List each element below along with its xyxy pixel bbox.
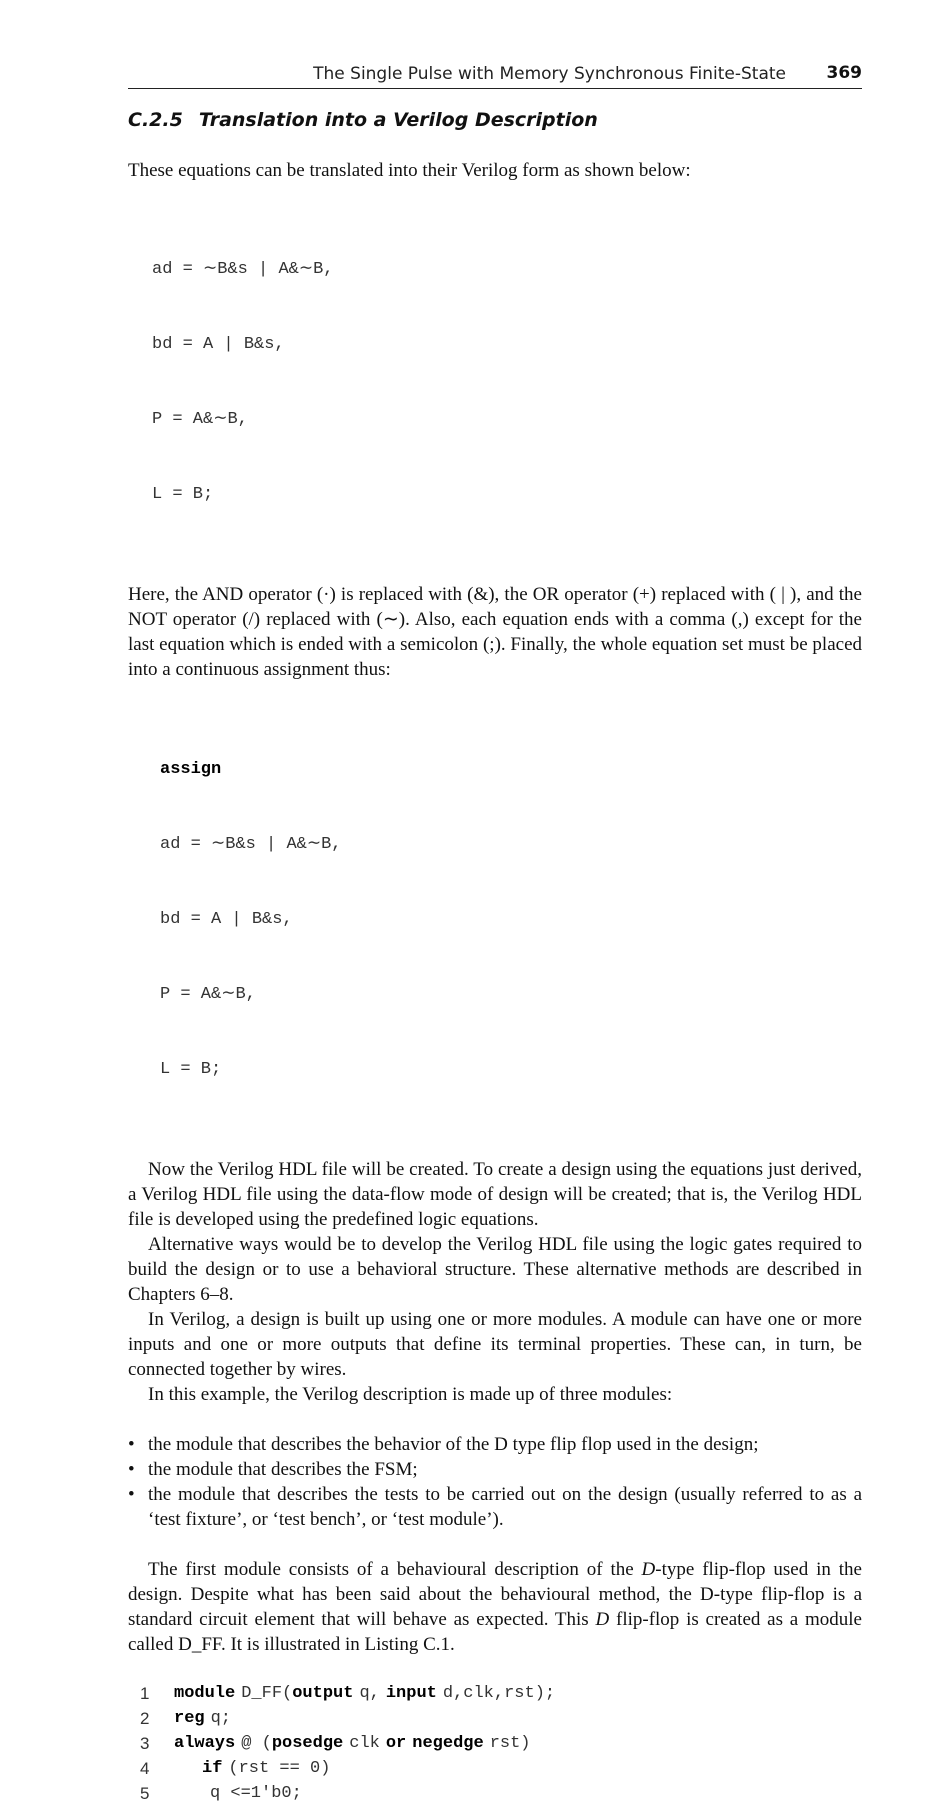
equation-line: ad = ∼B&s | A&∼B,	[152, 260, 334, 279]
body-paragraph: Alternative ways would be to develop the Verilog HDL file using the logic gates required to build the design or to use a behavioral structure. These alternative methods are described in Chapters 6–8.	[128, 1234, 862, 1305]
list-item: • the module that describes the FSM;	[128, 1459, 418, 1480]
section-title: Translation into a Verilog Description	[198, 109, 598, 131]
equation-line: L = B;	[152, 485, 214, 504]
section-heading	[128, 109, 862, 131]
bullet-icon: •	[128, 1459, 135, 1480]
list-item: • the module that describes the behavior of the D type flip flop used in the design;	[128, 1434, 759, 1455]
assign-keyword: assign	[160, 760, 222, 779]
code-listing	[128, 1681, 862, 1806]
page	[128, 60, 862, 1806]
bullet-icon: •	[128, 1484, 135, 1505]
body-paragraph: In this example, the Verilog description is made up of three modules:	[148, 1384, 673, 1405]
intro-paragraph: These equations can be translated into their Verilog form as shown below:	[128, 160, 691, 181]
module-list	[128, 1432, 862, 1532]
code-line: 2 reg q;	[128, 1706, 862, 1731]
dff-paragraph: The first module consists of a behavioural description of the D-type flip-flop used in the design. Despite what has been said about the behavioural method, the D-type flip-flop is a standard circuit element that will behave as expected. This D flip-flop is created as a module called D_FF. It is illustrated in Listing C.1.	[128, 1559, 862, 1655]
running-title: The Single Pulse with Memory Synchronous Finite-State	[313, 64, 786, 84]
assign-block	[160, 707, 862, 1132]
bullet-icon: •	[128, 1434, 135, 1455]
body-paragraph: Now the Verilog HDL file will be created. To create a design using the equations just derived, a Verilog HDL file using the data-flow mode of design will be created; that is, the Verilog HDL file is developed using the predefined logic equations.	[128, 1159, 862, 1230]
assign-line: L = B;	[160, 1060, 222, 1079]
code-line: 5 q <=1′b0;	[128, 1781, 862, 1806]
assign-line: P = A&∼B,	[160, 985, 256, 1004]
list-item: • the module that describes the tests to be carried out on the design (usually referred to as a ‘test fixture’, or ‘test bench’, or ‘test module’).	[128, 1484, 862, 1530]
equation-line: bd = A | B&s,	[152, 335, 285, 354]
page-number: 369	[826, 63, 862, 83]
body-paragraph: In Verilog, a design is built up using one or more modules. A module can have one or more inputs and one or more outputs that define its terminal properties. These can, in turn, be connected together by wires.	[128, 1309, 862, 1380]
line-number: 5	[140, 1784, 150, 1803]
line-number: 2	[140, 1709, 150, 1728]
assign-line: bd = A | B&s,	[160, 910, 293, 929]
line-number: 3	[140, 1734, 150, 1753]
line-number: 4	[140, 1759, 150, 1778]
operators-paragraph: Here, the AND operator (·) is replaced with (&), the OR operator (+) replaced with ( | ), and the NOT operator (/) replaced with (∼). Also, each equation ends with a comma (,) except for the last equation which is ended with a semicolon (;). Finally, the whole equation set must be placed into a continuous assignment thus:	[128, 584, 862, 680]
code-line: 1 module D_FF(output q, input d,clk,rst);	[128, 1681, 862, 1706]
code-line: 4 if (rst == 0)	[128, 1756, 862, 1781]
line-number: 1	[140, 1684, 150, 1703]
section-number: C.2.5	[128, 109, 183, 131]
assign-line: ad = ∼B&s | A&∼B,	[160, 835, 342, 854]
equation-line: P = A&∼B,	[152, 410, 248, 429]
running-header	[128, 60, 862, 89]
code-line: 3 always @ (posedge clk or negedge rst)	[128, 1731, 862, 1756]
equation-block	[152, 207, 862, 557]
